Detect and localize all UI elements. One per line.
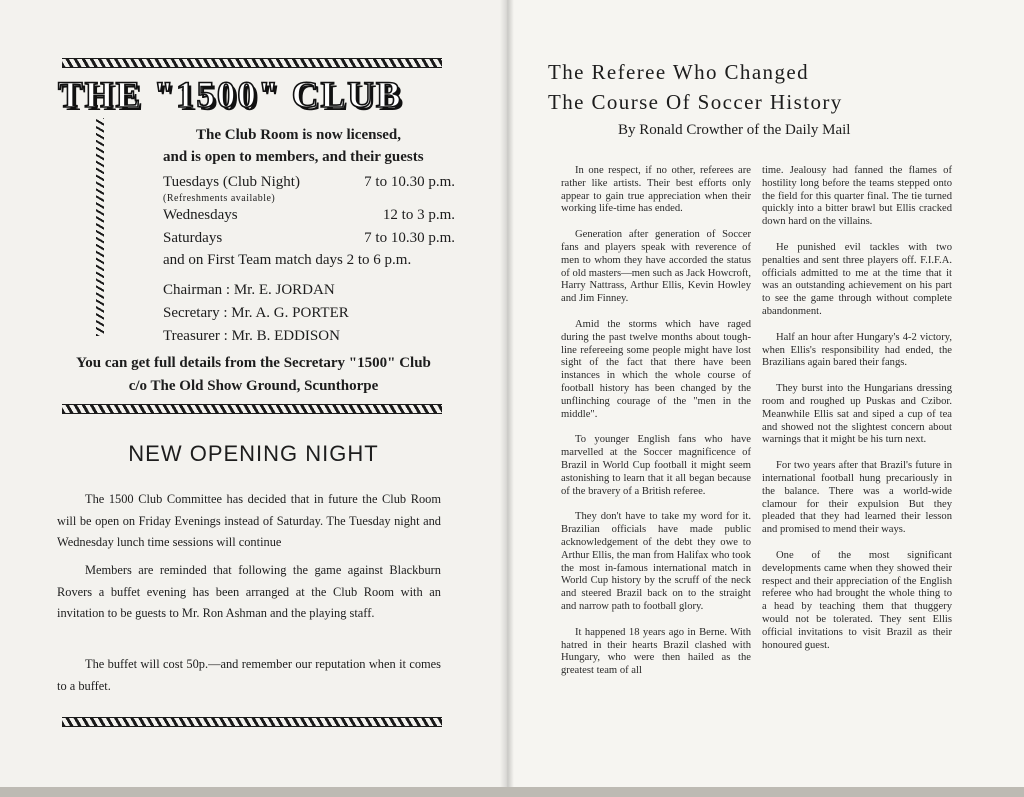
article-paragraph: Amid the storms which have raged during the past twelve months about tough-line refereeing some people might have lost sight of the fact that there have been instances in which the whole course of football history has been changed by the unflinching courage of the "men in the middle".	[561, 318, 751, 420]
article-column-1	[561, 165, 751, 691]
page-edge	[0, 787, 1024, 797]
schedule-time: 12 to 3 p.m.	[382, 207, 455, 223]
schedule-time: 7 to 10.30 p.m.	[364, 230, 455, 246]
article-paragraph: He punished evil tackles with two penalties and sent three players off. F.I.F.A. officials admitted to me at the time that it was an outstanding achievement on his part to see the game through without complete abandonment.	[762, 241, 952, 317]
details-line-1: You can get full details from the Secretary "1500" Club	[76, 355, 431, 371]
article-paragraph: In one respect, if no other, referees are rather like artists. Their best efforts only appear to gain true appreciation when their working life-time has ended.	[561, 165, 751, 215]
first-team-hours: and on First Team match days 2 to 6 p.m.	[163, 252, 412, 268]
page-gutter	[500, 0, 514, 797]
paragraph: The 1500 Club Committee has decided that in future the Club Room will be open on Friday Evenings instead of Saturday. The Tuesday night and Wednesday lunch time sessions will continue	[57, 492, 441, 549]
rope-border-middle	[62, 404, 442, 414]
schedule-time: 7 to 10.30 p.m.	[364, 174, 455, 190]
schedule-row	[163, 174, 455, 191]
officer-secretary: Secretary : Mr. A. G. PORTER	[163, 305, 349, 321]
article-column-2	[762, 165, 952, 665]
left-page	[0, 0, 507, 797]
paragraph: Members are reminded that following the game against Blackburn Rovers a buffet evening has been arranged at the Club Room with an invitation to be guests to Mr. Ron Ashman and the playing staff.	[57, 563, 441, 620]
article-paragraph: For two years after that Brazil's future in international football hung precariously in the balance. There was a world-wide clamour for their expulsion But they pleaded that they had learned their lesson and promised to mend their ways.	[762, 460, 952, 536]
article-paragraph: It happened 18 years ago in Berne. With hatred in their hearts Brazil clashed with Hungary, who were then hailed as the greatest team of all	[561, 626, 751, 677]
rope-border-top	[62, 58, 442, 68]
rope-border-side	[96, 118, 104, 336]
schedule-day: Wednesdays	[163, 207, 238, 223]
article-title-line-1: The Referee Who Changed	[548, 60, 809, 84]
schedule-day: Tuesdays (Club Night)	[163, 174, 300, 190]
officer-chairman: Chairman : Mr. E. JORDAN	[163, 282, 335, 298]
schedule-row	[163, 230, 455, 247]
opening-title: NEW OPENING NIGHT	[128, 441, 379, 466]
article-paragraph: To younger English fans who have marvelled at the Soccer magnificence of Brazil in World Cup football it might seem astonishing to learn that it all began because of the bravery of a British referee.	[561, 434, 751, 497]
article-paragraph: time. Jealousy had fanned the flames of hostility long before the teams stepped onto the field for this quarter final. The tie turned quickly into a bitter brawl but Ellis cracked down hard on the villains.	[762, 165, 952, 228]
article-title-line-2: The Course Of Soccer History	[548, 90, 843, 114]
byline: By Ronald Crowther of the Daily Mail	[618, 122, 851, 138]
licensed-line-2: and is open to members, and their guests	[163, 149, 424, 165]
rope-border-bottom	[62, 717, 442, 727]
article-paragraph: One of the most significant developments came when they showed their respect and their appreciation of the English referee who had brought the whole thing to a head by teaching them that thuggery would not be tolerated. They sent Ellis official invitations to visit Brazil as their honoured guest.	[762, 549, 952, 651]
article-paragraph: Generation after generation of Soccer fans and players speak with reverence of men to whom they have accorded the status of old masters—men such as Jack Howcroft, Harry Nattrass, Arthur Ellis, Kevin Howley and Jim Finney.	[561, 229, 751, 305]
article-paragraph: They don't have to take my word for it. Brazilian officials have made public acknowledgement of the debt they owe to Arthur Ellis, the man from Halifax who took the most in-famous international match in World Cup history by the scruff of the neck and steered Brazil back on to the straight and narrow path to football glory.	[561, 511, 751, 612]
article-paragraph: Half an hour after Hungary's 4-2 victory, when Ellis's responsibility had ended, the Brazilians again bared their fangs.	[762, 331, 952, 369]
schedule-row	[163, 207, 455, 224]
details-line-2: c/o The Old Show Ground, Scunthorpe	[128, 378, 379, 394]
refreshments-note: (Refreshments available)	[163, 193, 276, 204]
paragraph: The buffet will cost 50p.—and remember our reputation when it comes to a buffet.	[57, 657, 441, 693]
article-paragraph: They burst into the Hungarians dressing room and roughed up Puskas and Czibor. Meanwhile Ellis sat and siped a cup of tea and showed not the slightest concern about warnings that it might be his turn next.	[762, 383, 952, 446]
club-title: THE "1500" CLUB	[58, 75, 403, 116]
licensed-line-1: The Club Room is now licensed,	[196, 127, 402, 143]
officer-treasurer: Treasurer : Mr. B. EDDISON	[163, 328, 340, 344]
schedule-day: Saturdays	[163, 230, 223, 246]
